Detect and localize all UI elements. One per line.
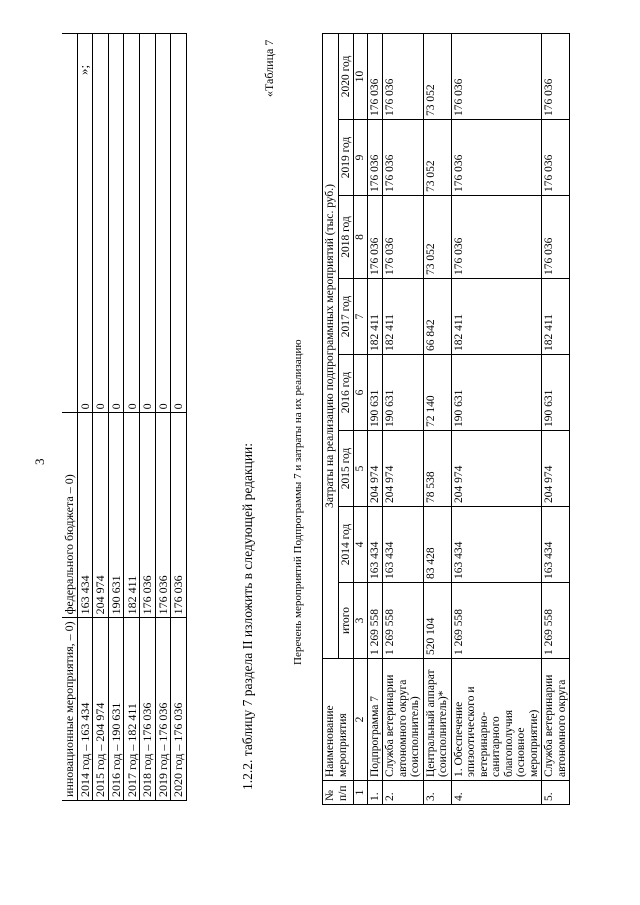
funding-table-row xyxy=(93,34,109,801)
header-year: 2019 год xyxy=(338,120,354,196)
row-name: Центральный аппарат (соисполнитель)* xyxy=(423,659,451,781)
funding-cell: 0 xyxy=(171,34,187,413)
row-value: 176 036 xyxy=(367,33,383,119)
page-number: 3 xyxy=(32,458,47,465)
row-number: 2. xyxy=(383,781,424,805)
row-number: 1. xyxy=(367,781,383,805)
row-total: 1 269 558 xyxy=(451,583,542,659)
funding-cell: 0 xyxy=(77,34,93,413)
row-value: 66 842 xyxy=(423,279,451,355)
row-value: 176 036 xyxy=(451,196,542,279)
measures-table xyxy=(322,33,570,805)
row-value: 190 631 xyxy=(383,355,424,431)
column-index: 6 xyxy=(354,355,368,431)
row-number: 3. xyxy=(423,781,451,805)
header-name: Наименование мероприятия xyxy=(323,659,354,781)
row-total: 1 269 558 xyxy=(383,583,424,659)
row-value: 204 974 xyxy=(542,431,570,507)
row-value: 163 434 xyxy=(367,507,383,583)
funding-cell: 0 xyxy=(124,34,140,413)
row-value: 72 140 xyxy=(423,355,451,431)
amendment-paragraph: 1.2.2. таблицу 7 раздела II изложить в следующей редакции: xyxy=(240,442,255,790)
row-value: 176 036 xyxy=(542,33,570,119)
row-name: Подпрограмма 7 xyxy=(367,659,383,781)
header-year: 2015 год xyxy=(338,431,354,507)
funding-cell: 163 434 xyxy=(77,413,93,618)
row-value: 204 974 xyxy=(367,431,383,507)
funding-cell: 176 036 xyxy=(155,413,171,618)
column-index: 9 xyxy=(354,120,368,196)
funding-table-row xyxy=(124,34,140,801)
row-value: 163 434 xyxy=(542,507,570,583)
row-value: 182 411 xyxy=(542,279,570,355)
funding-table-row xyxy=(171,34,187,801)
funding-table xyxy=(62,33,187,801)
table-row xyxy=(542,33,570,804)
table-row xyxy=(383,33,424,804)
funding-cell: 176 036 xyxy=(171,413,187,618)
funding-table-row xyxy=(77,34,93,801)
row-name: 1. Обеспечение эпизоотического и ветеринарно-санитарного благополучия (основное мероприятие) xyxy=(451,659,542,781)
closing-quote: »; xyxy=(76,64,91,75)
row-number: 4. xyxy=(451,781,542,805)
column-index: 1 xyxy=(354,781,368,805)
table-label: «Таблица 7 xyxy=(262,39,276,97)
row-value: 190 631 xyxy=(451,355,542,431)
row-value: 176 036 xyxy=(542,120,570,196)
row-value: 176 036 xyxy=(367,120,383,196)
row-value: 73 052 xyxy=(423,120,451,196)
funding-table-row xyxy=(155,34,171,801)
funding-cell: 0 xyxy=(155,34,171,413)
funding-cell xyxy=(62,34,77,413)
row-name: Служба ветеринарии автономного округа (соисполнитель) xyxy=(383,659,424,781)
row-value: 176 036 xyxy=(367,196,383,279)
row-value: 176 036 xyxy=(383,196,424,279)
funding-cell: федерального бюджета – 0) xyxy=(62,413,77,618)
row-value: 190 631 xyxy=(367,355,383,431)
row-value: 73 052 xyxy=(423,33,451,119)
funding-cell: 0 xyxy=(108,34,124,413)
row-total: 1 269 558 xyxy=(542,583,570,659)
funding-table-row xyxy=(108,34,124,801)
row-value: 176 036 xyxy=(383,120,424,196)
column-index: 8 xyxy=(354,196,368,279)
header-costs: Затраты на реализацию подпрограммных мероприятий (тыс. руб.) xyxy=(323,33,339,658)
funding-cell: инновационные мероприятия, – 0) xyxy=(62,618,77,801)
funding-cell: 2018 год – 176 036 xyxy=(139,618,155,801)
funding-cell: 2015 год – 204 974 xyxy=(93,618,109,801)
row-value: 176 036 xyxy=(383,33,424,119)
funding-cell: 2017 год – 182 411 xyxy=(124,618,140,801)
table-row xyxy=(451,33,542,804)
table-title: Перечень мероприятий Подпрограммы 7 и затраты на их реализацию xyxy=(292,339,304,665)
funding-cell: 0 xyxy=(93,34,109,413)
funding-cell: 2020 год – 176 036 xyxy=(171,618,187,801)
column-index: 4 xyxy=(354,507,368,583)
row-value: 182 411 xyxy=(451,279,542,355)
funding-cell: 182 411 xyxy=(124,413,140,618)
row-value: 78 538 xyxy=(423,431,451,507)
column-index: 7 xyxy=(354,279,368,355)
row-value: 204 974 xyxy=(451,431,542,507)
header-number: № п/п xyxy=(323,781,354,805)
header-total: итого xyxy=(338,583,354,659)
funding-cell: 0 xyxy=(139,34,155,413)
funding-cell: 204 974 xyxy=(93,413,109,618)
table-row xyxy=(423,33,451,804)
row-name: Служба ветеринарии автономного округа xyxy=(542,659,570,781)
header-year: 2020 год xyxy=(338,33,354,119)
header-year: 2017 год xyxy=(338,279,354,355)
header-year: 2014 год xyxy=(338,507,354,583)
row-value: 163 434 xyxy=(383,507,424,583)
header-year: 2016 год xyxy=(338,355,354,431)
row-value: 182 411 xyxy=(367,279,383,355)
row-number: 5. xyxy=(542,781,570,805)
row-total: 1 269 558 xyxy=(367,583,383,659)
row-value: 190 631 xyxy=(542,355,570,431)
column-index: 5 xyxy=(354,431,368,507)
column-index: 10 xyxy=(354,33,368,119)
funding-cell: 2014 год – 163 434 xyxy=(77,618,93,801)
row-total: 520 104 xyxy=(423,583,451,659)
header-year: 2018 год xyxy=(338,196,354,279)
row-value: 182 411 xyxy=(383,279,424,355)
row-value: 176 036 xyxy=(542,196,570,279)
table-row xyxy=(367,33,383,804)
row-value: 176 036 xyxy=(451,33,542,119)
column-index: 2 xyxy=(354,659,368,781)
funding-cell: 190 631 xyxy=(108,413,124,618)
row-value: 176 036 xyxy=(451,120,542,196)
row-value: 163 434 xyxy=(451,507,542,583)
funding-cell: 2016 год – 190 631 xyxy=(108,618,124,801)
row-value: 83 428 xyxy=(423,507,451,583)
funding-table-row xyxy=(139,34,155,801)
funding-cell: 2019 год – 176 036 xyxy=(155,618,171,801)
funding-table-row xyxy=(62,34,77,801)
funding-cell: 176 036 xyxy=(139,413,155,618)
row-value: 73 052 xyxy=(423,196,451,279)
column-index: 3 xyxy=(354,583,368,659)
row-value: 204 974 xyxy=(383,431,424,507)
